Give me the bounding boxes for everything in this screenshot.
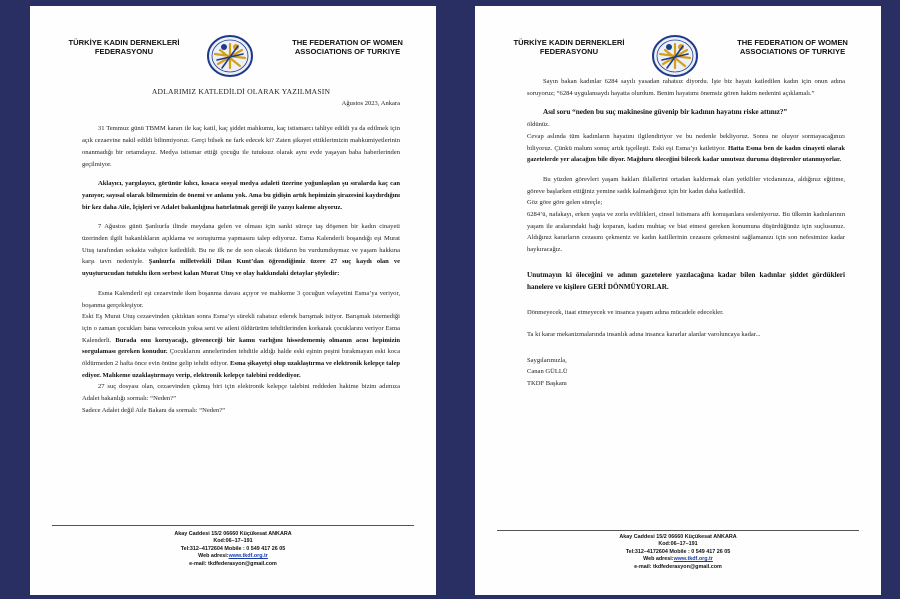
paragraph: Ta ki karar mekanizmalarında insanlık adına insanca kararlar alanlar varoluncaya kadar... <box>527 330 761 338</box>
footer-web-link[interactable]: www.tkdf.org.tr <box>673 556 713 563</box>
org-name-turkish: TÜRKİYE KADIN DERNEKLERİ FEDERASYONU <box>513 38 625 56</box>
letterhead <box>30 38 436 88</box>
signature-title: TKDF Başkanı <box>527 380 567 388</box>
footer-kod: Kod:06–17–191 <box>658 541 698 548</box>
paragraph: Dönmeyecek, itaat etmeyecek ve insanca yaşam adına mücadele edecekler. <box>527 309 724 317</box>
bold-text: Şanlıurfa milletvekili Dilan Kunt’dan öğrendiğimiz üzere 27 suç kaydı olan ve uyuşturucudan tutuklu iken serbest kalan Murat Utuş ve olay hakkındaki detaylar şöyledir: <box>82 258 400 278</box>
paragraph <box>82 311 400 381</box>
org-name-english: THE FEDERATION OF WOMEN ASSOCIATIONS OF TURKIYE <box>292 38 403 56</box>
signature-name: Canan GÜLLÜ <box>527 368 568 376</box>
letter-body <box>82 86 400 417</box>
paragraph-text: Eski Eş Murat Utuş cezaevinden çıktıktan sonra Esma’yı sürekli rahatsız ederek barışmak istiyor. Barışmak istemediği için o zaman çocukları bana vereceksin yoksa seni ve aileni öldürürüm tehditlerinden korkarak çocuklarını veriyor Esma Kalenderli. <box>82 313 400 344</box>
footer-web-label: Web adresi: <box>643 556 674 563</box>
letter-page-1 <box>30 6 436 595</box>
paragraph: Sayın bakan kadınlar 6284 sayılı yasadan rahatsız diyordu. İşte biz hayatı katledilen kadın için onun adına soruyoruz; “6284 uygulansaydı hayatta olurdum. Benim hayatımı önemsiz gören hakim nedenini açıklamalı.” <box>527 78 845 97</box>
footer-address: Akay Caddesi 15/2 06660 Küçükesat ANKARA <box>174 531 292 537</box>
letter-title: ADLARIMIZ KATLEDİLDİ OLARAK YAZILMASIN <box>151 87 331 96</box>
bold-text: Aklayıcı, yargılayıcı, görünür kılıcı, kısaca sosyal medya adaleti üzerine yoğunlaşılan şu sıralarda kaç can yanıyor, sayısal olarak bilmemizin de önemi ve anlamı yok. Ama bu gidişin artık hepimizin şirazesini kaydırdığını bir kez daha Aile, İçişleri ve Adalet bakanlığına hatırlatmak gereği ile yazıyı kaleme alıyoruz. <box>82 180 400 211</box>
paragraph-text: Cevap aslında tüm kadınların hayatını ilgilendiriyor ve bu nedenle bekliyoruz. Sonra ne oluyor sormayacağınızı biliyoruz. Çünkü malum sonuç artık işçelleşti. Eski eşi Esma’yı katletiyor. <box>527 132 845 152</box>
paragraph: 27 suç dosyası olan, cezaevinden çıkmış biri için elektronik kelepçe talebini reddeden hakime bizim adımıza Adalet bakanlığı sormalı: “Neden?” <box>82 383 400 403</box>
footer-divider <box>52 525 414 526</box>
paragraph: Sadece Adalet değil Aile Bakanı da sormalı: “Neden?” <box>82 406 226 414</box>
footer-email: e-mail: tkdfederasyon@gmail.com <box>634 563 722 570</box>
org-name-turkish: TÜRKİYE KADIN DERNEKLERİ FEDERASYONU <box>68 38 180 56</box>
bold-text: Burada onu koruyacağı, güveneceği bir kamu varlığını hissedememiş olmanın acısı hepimizin sorgulaması gereken konudur. <box>82 336 400 356</box>
paragraph-text: Çocuklarını annelerinden tehditle aldığı halde eski eşinin peşini bırakmayan eski koca öldürmeden 2 hafta önce evin önüne gelip tehdit ediyor. <box>82 348 400 368</box>
paragraph: Göz göre göre gelen süreçle; <box>527 199 603 207</box>
paragraph <box>82 178 400 213</box>
bold-text: Hatta Esma ben de kadın cinayeti olarak gazetelerde yer alacağım bile diyor. Mağduru öleceğini bilecek kadar umutsuz duruma düşürenler utanmıyorlar. <box>527 144 845 164</box>
footer-email: e-mail: tkdfederasyon@gmail.com <box>189 560 277 567</box>
signature-greeting: Saygılarımızla, <box>527 356 567 364</box>
footer-phone: Tel:312–4172604 Mobile : 0 549 417 26 05 <box>180 545 286 552</box>
bold-text: Unutmayın ki öleceğini ve adının gazetelere yazılacağına kadar bilen kadınlar şiddet gördükleri hanelere ve kişilere GERİ DÖNMÜYORLAR. <box>527 270 845 291</box>
federation-logo-icon <box>206 34 254 78</box>
letter-page-2 <box>475 6 881 595</box>
footer-divider <box>497 530 859 531</box>
footer-kod: Kod:06–17–191 <box>213 538 253 545</box>
paragraph: Esma Kalenderli eşi cezaevinde iken boşanma davası açıyor ve mahkeme 3 çocuğun velayetini Esma’ya veriyor, boşanma gerçekleşiyor. <box>82 289 400 309</box>
footer-web <box>30 553 436 560</box>
footer-address: Akay Caddesi 15/2 06660 Küçükesat ANKARA <box>619 534 737 540</box>
bold-text: Esma şikayetçi olup uzaklaştırma ve elektronik kelepçe talep ediyor. Mahkeme uzaklaştırmayı verip, elektronik kelepçe talebini reddediyor. <box>82 360 400 379</box>
footer <box>475 534 881 571</box>
footer-phone: Tel:312–4172604 Mobile : 0 549 417 26 05 <box>625 548 731 555</box>
paragraph: 6284’ü, nafakayı, erken yaşta ve zorla evlilikleri, cinsel istismara affı konuşanlara sesleniyoruz. Bu ülkenin kadınlarının yaşam ile aralarındaki bağı koparan, kadını muhtaç ve biat etmesi gereken konumuna düşürdüğünüz için suçlusunuz. Aldığınız kararların cezasını çekmeniz ve kadın katillerinin cezasını çekmesini sağlamanızı için son nefesimize kadar haykıracağız. <box>527 211 845 254</box>
paragraph <box>527 131 845 166</box>
paragraph: Bu yüzden görevleri yaşam hakları ihlallerini ortadan kaldırmak olan yetkililer vicdanınıza, aldığınız eğitime, göreve başlarken ettiğiniz yemine sadık kalmadığınız için bir kadın daha katledildi. <box>527 175 845 195</box>
paragraph: 31 Temmuz günü TBMM kararı ile kaç katil, kaç şiddet mahkumu, kaç istismarcı tahliye edildi ya da edilmek için açık cezaevine nakil edildi bilinmiyoruz. Gerçi bilsek ne fark edecek ki? Zaten şikayet ettiklerimizin mahkumiyetlerinin onanmadığı bir ortamdayız. Medya istismar ettiği çocuğu ile tutuksuz olarak aynı evde yaşayan baba haberlerinden geçilmiyor. <box>82 125 400 168</box>
paragraph: öldünüz. <box>527 121 550 129</box>
footer-web-link[interactable]: www.tkdf.org.tr <box>228 553 268 560</box>
letter-date: Ağustos 2023, Ankara <box>341 99 400 107</box>
letter-body <box>527 76 845 390</box>
paragraph <box>527 270 845 293</box>
org-name-english: THE FEDERATION OF WOMEN ASSOCIATIONS OF TURKIYE <box>737 38 848 56</box>
footer-web-label: Web adresi: <box>198 553 229 560</box>
paragraph-text: 7 Ağustos günü Şanlıurfa ilinde meydana gelen ve olması için sanki süreçe taş döşenen bir kadın cinayeti üzerinden ilgili bakanlıkların açıklama ve soruşturma yapmasını talep ediyoruz. Esma Kalenderli boşandığı eşi Murat Utuş tarafından sokakta vahşice katledildi. Bu ne ilk ne de son olacak iktidarın bu vurdumduymaz ve yaşam hakkına karşı tavrı nedeniyle. <box>82 223 400 266</box>
paragraph <box>527 107 845 119</box>
federation-logo-icon <box>651 34 699 78</box>
paragraph <box>82 221 400 280</box>
bold-text: Asıl soru “neden bu suç makinesine güvenip bir kadının hayatını riske attınız?” <box>543 108 788 117</box>
footer-web <box>475 556 881 563</box>
footer <box>30 531 436 568</box>
